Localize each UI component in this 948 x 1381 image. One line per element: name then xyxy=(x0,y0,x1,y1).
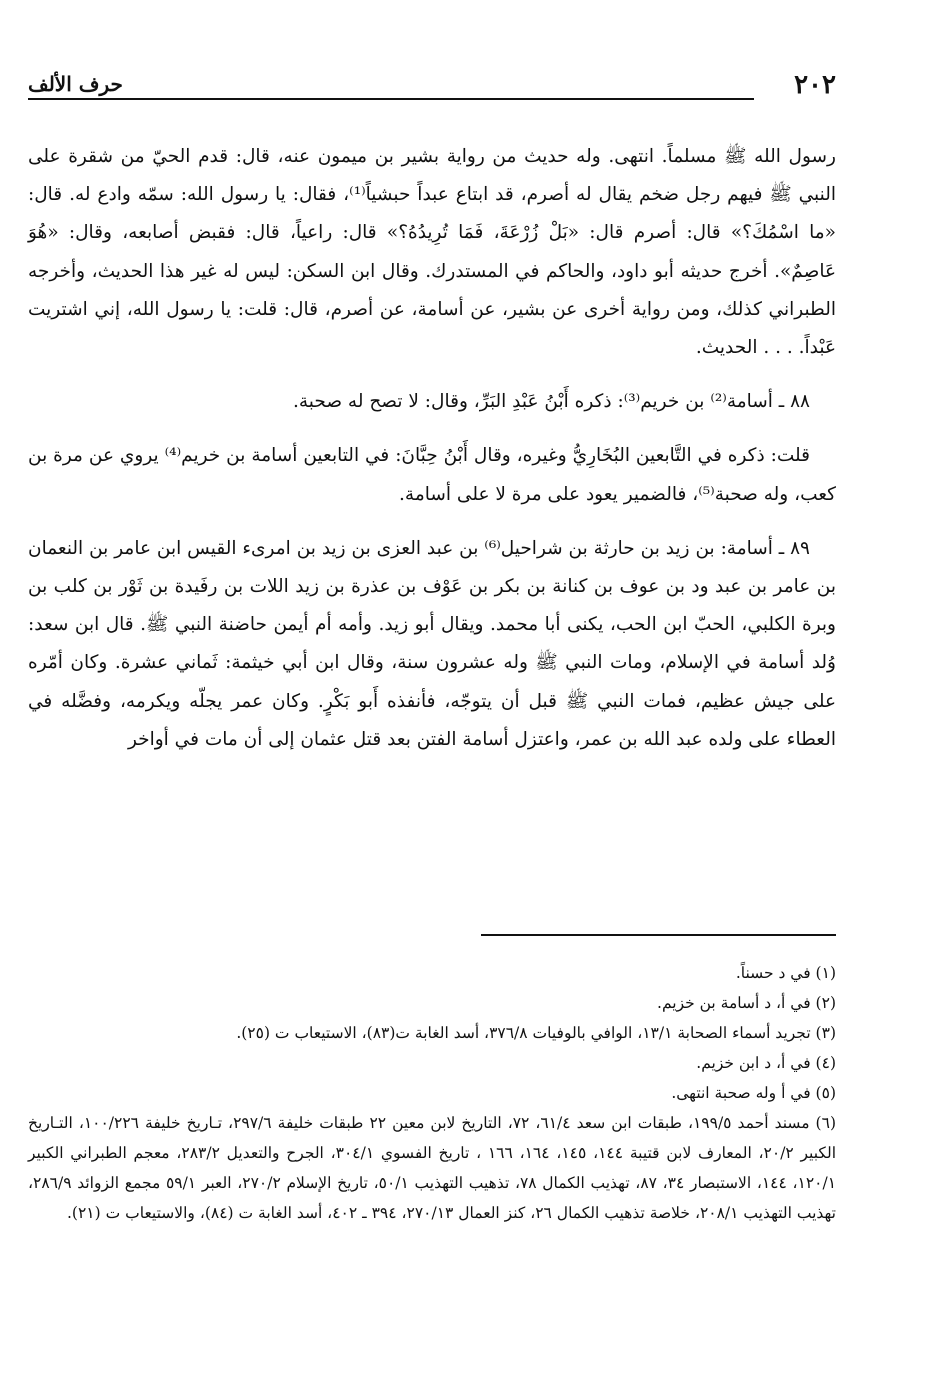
main-text xyxy=(28,138,836,759)
paragraph-intro: رسول الله ﷺ مسلماً. انتهى. وله حديث من رواية بشير بن ميمون عنه، قال: قدم الحيّ من شقرة على النبي ﷺ فيهم رجل ضخم يقال له أصرم، قد ابتاع عبداً حبشياً⁽¹⁾، فقال: يا رسول الله: سمّه وادع له. قال: «ما اسْمُكَ؟» قال: أصرم قال: «بَلْ زُرْعَةَ، فَمَا تُرِيدُهُ؟» قال: راعياً، قال: فقبض أصابعه، وقال: «هُوَ عَاصِمٌ». أخرج حديثه أبو داود، والحاكم في المستدرك. وقال ابن السكن: ليس له غير هذا الحديث، وأخرجه الطبراني كذلك، ومن رواية أخرى عن بشير، عن أسامة، عن أصرم، قال: قلت: يا رسول الله، إني اشتريت عَبْداً. . . . الحديث. xyxy=(28,146,836,359)
footnotes xyxy=(28,958,836,1228)
footnote-6: (٦) مسند أحمد ١٩٩/٥، طبقات ابن سعد ٦١/٤، ٧٢، التاريخ لابن معين ٢٢ طبقات خليفة ٢٩٧/٦، تـاريخ خليفة ١٠٠/٢٢٦، التـاريخ الكبير ٢٠/٢، المعارف لابن قتيبة ١٤٤، ١٤٥، ١٦٤، ١٦٦ ، تاريخ الفسوي ٣٠٤/١، الجرح والتعديل ٢٨٣/٢، معجم الطبراني الكبير ١٢٠/١، ١٤٤، الاستبصار ٣٤، ٨٧، تهذيب الكمال ٧٨، تذهيب التهذيب ٥٠/١، تاريخ الإسلام ٢٧٠/٢، العبر ٥٩/١ مجمع الزوائد ٢٨٦/٩، تهذيب التهذيب ٢٠٨/١، خلاصة تذهيب الكمال ٢٦، كنز العمال ٢٧٠/١٣، ٣٩٤ ـ ٤٠٢، أسد الغابة ت (٨٤)، والاستيعاب ت (٢١). xyxy=(28,1114,837,1222)
footnote-4: (٤) في أ، د ابن خزيم. xyxy=(696,1054,836,1072)
paragraph-note: قلت: ذكره في التَّابعين البُخَارِيُّ وغيره، وقال أَبْنُ حِبَّانَ: في التابعين أسامة بن خريم⁽⁴⁾ يروي عن مرة بن كعب، وله صحبة⁽⁵⁾، فالضمير يعود على مرة لا على أسامة. xyxy=(28,445,836,505)
footnote-rule xyxy=(481,934,836,936)
footnote-2: (٢) في أ، د أسامة بن خزيم. xyxy=(657,994,836,1012)
footnote-1: (١) في د حسناً. xyxy=(735,964,836,982)
running-title: حرف الألف xyxy=(28,72,123,96)
entry-88: ٨٨ ـ أسامة⁽²⁾ بن خريم⁽³⁾: ذكره أَبْنُ عَبْدِ البَرِّ، وقال: لا تصح له صحبة. xyxy=(293,391,810,413)
footnote-5: (٥) في أ وله صحبة انتهى. xyxy=(671,1084,836,1102)
page-header xyxy=(28,70,836,104)
entry-89: ٨٩ ـ أسامة: بن زيد بن حارثة بن شراحيل⁽⁶⁾ بن عبد العزى بن زيد بن امرىء القيس ابن عامر بن النعمان بن عامر بن عبد ود بن عوف بن كنانة بن بكر بن عَوْف بن عذرة بن زيد اللات بن رفَيدة بن ثَوْر بن كلب بن وبرة الكلبي، الحبّ ابن الحب، يكنى أبا محمد. ويقال أبو زيد. وأمه أم أيمن حاضنة النبي ﷺ. قال ابن سعد: وُلد أسامة في الإسلام، ومات النبي ﷺ وله عشرون سنة، وقال ابن أبي خيثمة: ثَماني عشرة. وكان أمّره على جيش عظيم، فمات النبي ﷺ قبل أن يتوجّه، فأنفذه أَبو بَكْرٍ. وكان عمر يجلّه ويكرمه، وفضَّله في العطاء على ولده عبد الله بن عمر، واعتزل أسامة الفتن بعد قتل عثمان إلى أن مات في أواخر xyxy=(28,537,836,750)
header-rule xyxy=(28,98,754,100)
page-number: ٢٠٢ xyxy=(794,70,836,100)
footnote-3: (٣) تجريد أسماء الصحابة ١٣/١، الوافي بالوفيات ٣٧٦/٨، أسد الغابة ت(٨٣)، الاستيعاب ت (٢٥). xyxy=(236,1024,836,1042)
